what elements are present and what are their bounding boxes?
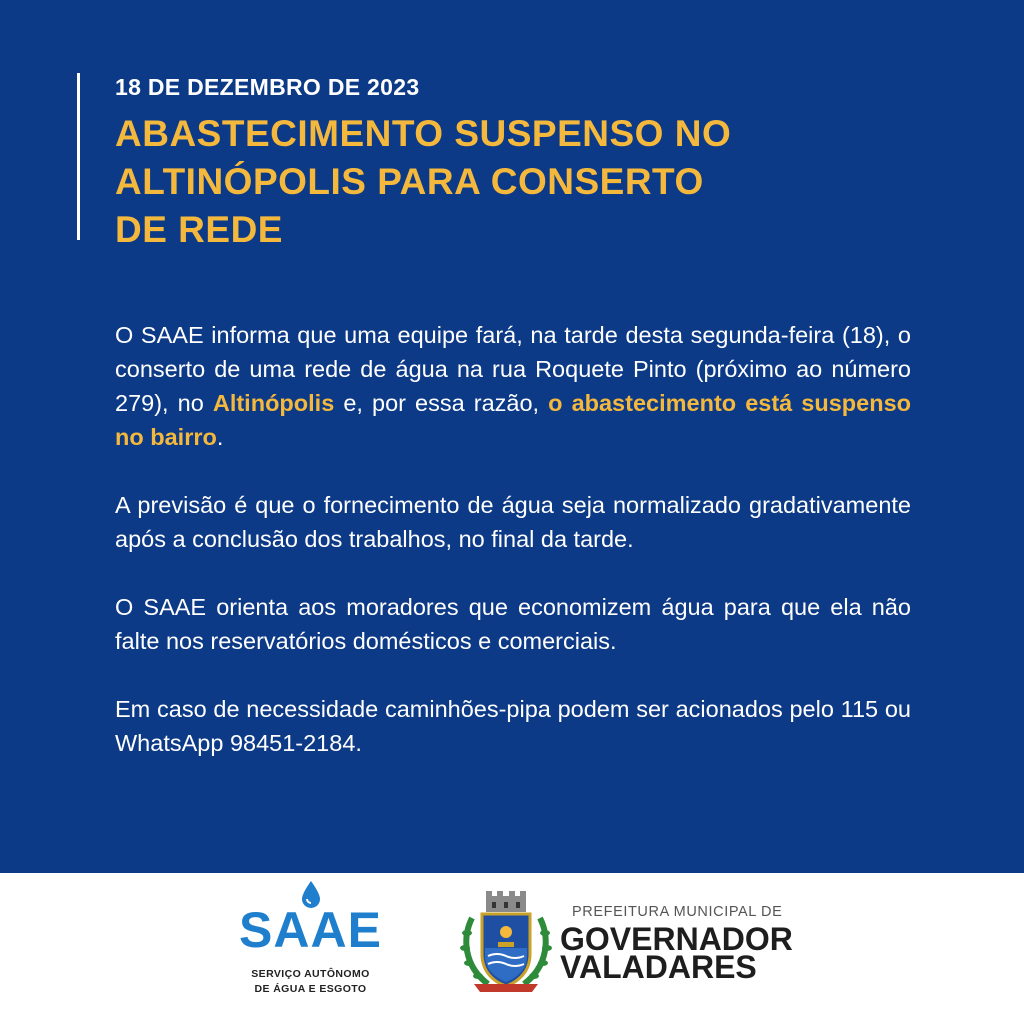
paragraph-guidance: O SAAE orienta aos moradores que economizem água para que ela não falte nos reservatórios domésticos e comerciais. — [115, 594, 911, 654]
suspension-highlight: o abastecimento está suspenso no bairro — [115, 390, 911, 450]
headline-line: ALTINÓPOLIS PARA CONSERTO — [115, 161, 704, 202]
paragraph-text: . — [216, 424, 224, 450]
neighborhood-highlight: Altinópolis — [212, 390, 335, 416]
paragraph-forecast: A previsão é que o fornecimento de água seja normalizado gradativamente após a conclusão dos trabalhos, no final da tarde. — [115, 492, 911, 552]
headline-line: DE REDE — [115, 209, 283, 250]
prefeitura-label: PREFEITURA MUNICIPAL DE — [572, 904, 783, 920]
accent-divider — [77, 73, 80, 240]
headline — [115, 110, 915, 254]
saae-logo — [238, 880, 383, 1000]
article-body — [115, 318, 911, 794]
headline-line: ABASTECIMENTO SUSPENSO NO — [115, 113, 732, 154]
saae-subtitle-line: SERVIÇO AUTÔNOMO — [251, 968, 370, 980]
saae-subtitle-line: DE ÁGUA E ESGOTO — [254, 983, 367, 995]
city-name-line: VALADARES — [560, 949, 757, 985]
date-label: 18 DE DEZEMBRO DE 2023 — [115, 74, 420, 100]
city-name-line: GOVERNADOR — [560, 921, 793, 957]
paragraph-contact: Em caso de necessidade caminhões-pipa podem ser acionados pelo 115 ou WhatsApp 98451-2184. — [115, 696, 911, 756]
city-crest-icon — [458, 888, 554, 998]
paragraph-text: O SAAE informa que uma equipe fará, na tarde desta segunda-feira (18), o conserto de uma rede de água na rua Roquete Pinto (próximo ao número 279), no — [115, 322, 911, 416]
paragraph-notice — [115, 318, 911, 454]
paragraph-text: e, por essa razão, — [334, 390, 549, 416]
saae-wordmark: SAAE — [239, 902, 382, 958]
